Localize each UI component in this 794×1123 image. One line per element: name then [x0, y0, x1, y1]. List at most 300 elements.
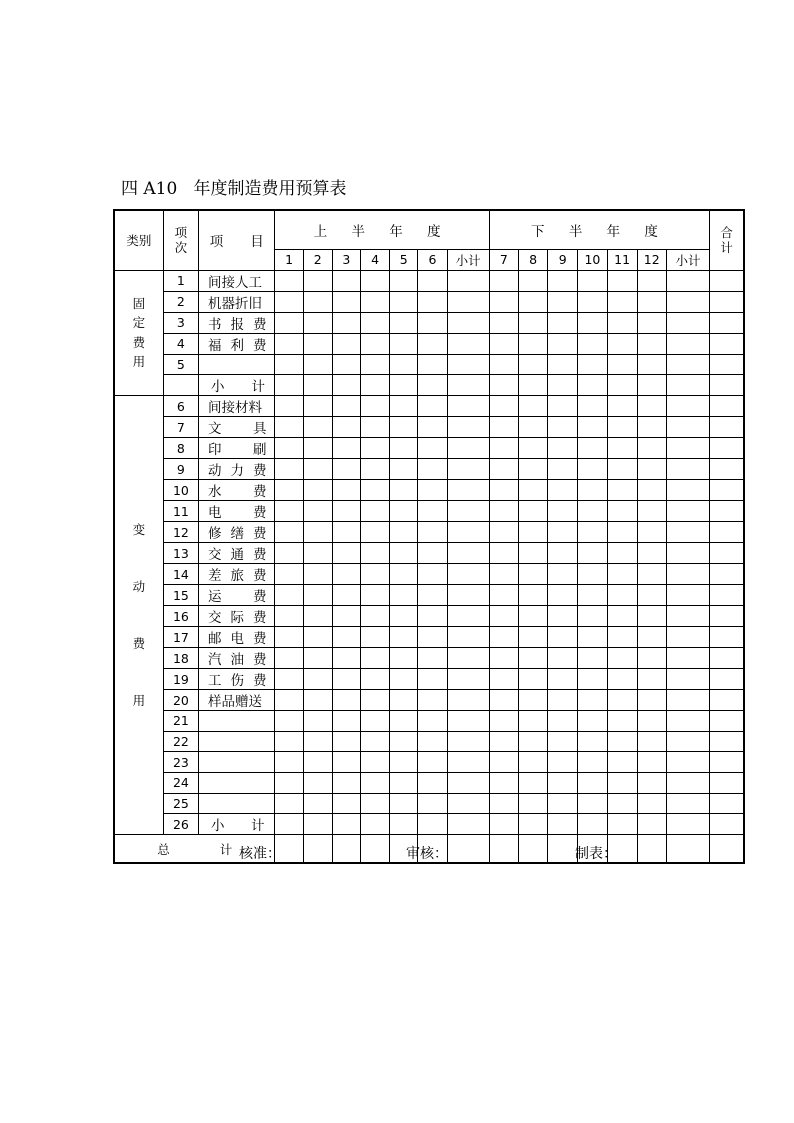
value-cell[interactable]: [666, 585, 709, 606]
value-cell[interactable]: [518, 501, 547, 522]
value-cell[interactable]: [332, 522, 360, 543]
value-cell[interactable]: [637, 648, 666, 669]
value-cell[interactable]: [275, 501, 303, 522]
value-cell[interactable]: [666, 522, 709, 543]
value-cell[interactable]: [418, 375, 447, 396]
value-cell[interactable]: [360, 731, 389, 752]
value-cell[interactable]: [607, 459, 637, 480]
value-cell[interactable]: [710, 690, 744, 711]
value-cell[interactable]: [489, 396, 518, 417]
value-cell[interactable]: [418, 501, 447, 522]
value-cell[interactable]: [332, 270, 360, 291]
value-cell[interactable]: [360, 814, 389, 835]
value-cell[interactable]: [578, 564, 607, 585]
value-cell[interactable]: [390, 375, 418, 396]
value-cell[interactable]: [489, 814, 518, 835]
value-cell[interactable]: [710, 501, 744, 522]
value-cell[interactable]: [710, 814, 744, 835]
value-cell[interactable]: [360, 585, 389, 606]
value-cell[interactable]: [275, 459, 303, 480]
value-cell[interactable]: [303, 648, 332, 669]
value-cell[interactable]: [390, 669, 418, 690]
value-cell[interactable]: [578, 772, 607, 793]
value-cell[interactable]: [332, 333, 360, 354]
value-cell[interactable]: [710, 375, 744, 396]
value-cell[interactable]: [548, 417, 578, 438]
value-cell[interactable]: [489, 793, 518, 814]
value-cell[interactable]: [607, 543, 637, 564]
value-cell[interactable]: [710, 354, 744, 375]
value-cell[interactable]: [518, 459, 547, 480]
value-cell[interactable]: [447, 564, 489, 585]
value-cell[interactable]: [390, 814, 418, 835]
value-cell[interactable]: [332, 291, 360, 312]
value-cell[interactable]: [518, 711, 547, 732]
value-cell[interactable]: [548, 375, 578, 396]
value-cell[interactable]: [548, 396, 578, 417]
value-cell[interactable]: [418, 564, 447, 585]
value-cell[interactable]: [518, 375, 547, 396]
value-cell[interactable]: [578, 438, 607, 459]
value-cell[interactable]: [275, 627, 303, 648]
value-cell[interactable]: [578, 793, 607, 814]
value-cell[interactable]: [666, 354, 709, 375]
value-cell[interactable]: [489, 501, 518, 522]
value-cell[interactable]: [489, 291, 518, 312]
value-cell[interactable]: [578, 501, 607, 522]
value-cell[interactable]: [607, 375, 637, 396]
value-cell[interactable]: [607, 522, 637, 543]
value-cell[interactable]: [447, 627, 489, 648]
value-cell[interactable]: [332, 627, 360, 648]
value-cell[interactable]: [275, 543, 303, 564]
value-cell[interactable]: [489, 417, 518, 438]
value-cell[interactable]: [275, 814, 303, 835]
value-cell[interactable]: [518, 731, 547, 752]
value-cell[interactable]: [303, 731, 332, 752]
value-cell[interactable]: [666, 375, 709, 396]
value-cell[interactable]: [548, 690, 578, 711]
value-cell[interactable]: [447, 270, 489, 291]
value-cell[interactable]: [489, 606, 518, 627]
value-cell[interactable]: [275, 690, 303, 711]
value-cell[interactable]: [489, 375, 518, 396]
value-cell[interactable]: [666, 438, 709, 459]
value-cell[interactable]: [418, 354, 447, 375]
value-cell[interactable]: [607, 627, 637, 648]
value-cell[interactable]: [710, 793, 744, 814]
value-cell[interactable]: [390, 752, 418, 773]
value-cell[interactable]: [303, 814, 332, 835]
value-cell[interactable]: [418, 585, 447, 606]
value-cell[interactable]: [332, 606, 360, 627]
value-cell[interactable]: [578, 711, 607, 732]
value-cell[interactable]: [360, 438, 389, 459]
value-cell[interactable]: [489, 333, 518, 354]
value-cell[interactable]: [666, 648, 709, 669]
value-cell[interactable]: [518, 793, 547, 814]
value-cell[interactable]: [447, 814, 489, 835]
value-cell[interactable]: [275, 648, 303, 669]
value-cell[interactable]: [710, 396, 744, 417]
value-cell[interactable]: [360, 396, 389, 417]
value-cell[interactable]: [548, 354, 578, 375]
value-cell[interactable]: [360, 459, 389, 480]
value-cell[interactable]: [518, 690, 547, 711]
value-cell[interactable]: [578, 312, 607, 333]
value-cell[interactable]: [637, 772, 666, 793]
value-cell[interactable]: [303, 752, 332, 773]
value-cell[interactable]: [518, 752, 547, 773]
value-cell[interactable]: [489, 627, 518, 648]
value-cell[interactable]: [332, 438, 360, 459]
value-cell[interactable]: [666, 501, 709, 522]
value-cell[interactable]: [637, 438, 666, 459]
value-cell[interactable]: [666, 291, 709, 312]
value-cell[interactable]: [607, 480, 637, 501]
value-cell[interactable]: [332, 648, 360, 669]
value-cell[interactable]: [489, 648, 518, 669]
value-cell[interactable]: [637, 606, 666, 627]
value-cell[interactable]: [390, 480, 418, 501]
value-cell[interactable]: [578, 606, 607, 627]
value-cell[interactable]: [548, 669, 578, 690]
value-cell[interactable]: [607, 312, 637, 333]
value-cell[interactable]: [710, 731, 744, 752]
value-cell[interactable]: [447, 606, 489, 627]
value-cell[interactable]: [666, 711, 709, 732]
value-cell[interactable]: [518, 627, 547, 648]
value-cell[interactable]: [332, 793, 360, 814]
value-cell[interactable]: [637, 354, 666, 375]
value-cell[interactable]: [360, 627, 389, 648]
value-cell[interactable]: [360, 354, 389, 375]
value-cell[interactable]: [578, 417, 607, 438]
value-cell[interactable]: [418, 669, 447, 690]
value-cell[interactable]: [390, 354, 418, 375]
value-cell[interactable]: [390, 564, 418, 585]
value-cell[interactable]: [390, 585, 418, 606]
value-cell[interactable]: [418, 333, 447, 354]
value-cell[interactable]: [666, 333, 709, 354]
value-cell[interactable]: [332, 585, 360, 606]
value-cell[interactable]: [303, 312, 332, 333]
value-cell[interactable]: [637, 564, 666, 585]
value-cell[interactable]: [489, 690, 518, 711]
value-cell[interactable]: [390, 333, 418, 354]
value-cell[interactable]: [637, 585, 666, 606]
total-value-cell[interactable]: [303, 835, 332, 864]
value-cell[interactable]: [275, 564, 303, 585]
value-cell[interactable]: [637, 417, 666, 438]
value-cell[interactable]: [666, 396, 709, 417]
value-cell[interactable]: [518, 648, 547, 669]
value-cell[interactable]: [548, 648, 578, 669]
value-cell[interactable]: [637, 375, 666, 396]
value-cell[interactable]: [390, 438, 418, 459]
value-cell[interactable]: [607, 648, 637, 669]
value-cell[interactable]: [607, 354, 637, 375]
value-cell[interactable]: [360, 690, 389, 711]
value-cell[interactable]: [666, 793, 709, 814]
value-cell[interactable]: [275, 793, 303, 814]
value-cell[interactable]: [303, 772, 332, 793]
value-cell[interactable]: [489, 270, 518, 291]
value-cell[interactable]: [710, 438, 744, 459]
value-cell[interactable]: [447, 354, 489, 375]
value-cell[interactable]: [607, 417, 637, 438]
value-cell[interactable]: [418, 606, 447, 627]
value-cell[interactable]: [637, 312, 666, 333]
value-cell[interactable]: [303, 270, 332, 291]
value-cell[interactable]: [489, 438, 518, 459]
value-cell[interactable]: [332, 312, 360, 333]
value-cell[interactable]: [666, 772, 709, 793]
value-cell[interactable]: [447, 522, 489, 543]
value-cell[interactable]: [548, 793, 578, 814]
value-cell[interactable]: [710, 711, 744, 732]
value-cell[interactable]: [275, 480, 303, 501]
value-cell[interactable]: [303, 793, 332, 814]
value-cell[interactable]: [578, 814, 607, 835]
value-cell[interactable]: [548, 543, 578, 564]
total-value-cell[interactable]: [518, 835, 547, 864]
value-cell[interactable]: [548, 270, 578, 291]
value-cell[interactable]: [548, 731, 578, 752]
value-cell[interactable]: [666, 669, 709, 690]
value-cell[interactable]: [607, 793, 637, 814]
value-cell[interactable]: [548, 814, 578, 835]
value-cell[interactable]: [710, 522, 744, 543]
total-value-cell[interactable]: [447, 835, 489, 864]
value-cell[interactable]: [578, 585, 607, 606]
value-cell[interactable]: [447, 585, 489, 606]
value-cell[interactable]: [489, 564, 518, 585]
value-cell[interactable]: [418, 752, 447, 773]
value-cell[interactable]: [578, 333, 607, 354]
value-cell[interactable]: [303, 543, 332, 564]
value-cell[interactable]: [360, 711, 389, 732]
value-cell[interactable]: [607, 438, 637, 459]
value-cell[interactable]: [303, 564, 332, 585]
value-cell[interactable]: [548, 291, 578, 312]
value-cell[interactable]: [489, 480, 518, 501]
value-cell[interactable]: [607, 270, 637, 291]
value-cell[interactable]: [710, 648, 744, 669]
value-cell[interactable]: [518, 333, 547, 354]
value-cell[interactable]: [447, 711, 489, 732]
value-cell[interactable]: [666, 627, 709, 648]
value-cell[interactable]: [275, 291, 303, 312]
value-cell[interactable]: [447, 690, 489, 711]
value-cell[interactable]: [447, 731, 489, 752]
value-cell[interactable]: [489, 585, 518, 606]
value-cell[interactable]: [637, 396, 666, 417]
value-cell[interactable]: [418, 396, 447, 417]
value-cell[interactable]: [360, 375, 389, 396]
value-cell[interactable]: [303, 669, 332, 690]
value-cell[interactable]: [390, 291, 418, 312]
value-cell[interactable]: [390, 312, 418, 333]
value-cell[interactable]: [518, 522, 547, 543]
value-cell[interactable]: [637, 543, 666, 564]
value-cell[interactable]: [447, 459, 489, 480]
value-cell[interactable]: [548, 501, 578, 522]
value-cell[interactable]: [275, 270, 303, 291]
total-value-cell[interactable]: [666, 835, 709, 864]
value-cell[interactable]: [518, 291, 547, 312]
value-cell[interactable]: [447, 648, 489, 669]
value-cell[interactable]: [390, 606, 418, 627]
value-cell[interactable]: [637, 711, 666, 732]
value-cell[interactable]: [360, 543, 389, 564]
value-cell[interactable]: [303, 522, 332, 543]
value-cell[interactable]: [666, 543, 709, 564]
value-cell[interactable]: [578, 396, 607, 417]
value-cell[interactable]: [518, 564, 547, 585]
value-cell[interactable]: [360, 793, 389, 814]
value-cell[interactable]: [489, 752, 518, 773]
value-cell[interactable]: [548, 772, 578, 793]
value-cell[interactable]: [360, 669, 389, 690]
value-cell[interactable]: [418, 814, 447, 835]
value-cell[interactable]: [518, 417, 547, 438]
value-cell[interactable]: [303, 585, 332, 606]
value-cell[interactable]: [637, 480, 666, 501]
value-cell[interactable]: [418, 648, 447, 669]
value-cell[interactable]: [518, 270, 547, 291]
value-cell[interactable]: [275, 711, 303, 732]
value-cell[interactable]: [332, 772, 360, 793]
value-cell[interactable]: [303, 354, 332, 375]
value-cell[interactable]: [637, 522, 666, 543]
value-cell[interactable]: [447, 333, 489, 354]
value-cell[interactable]: [518, 606, 547, 627]
value-cell[interactable]: [666, 690, 709, 711]
value-cell[interactable]: [518, 669, 547, 690]
value-cell[interactable]: [548, 752, 578, 773]
value-cell[interactable]: [710, 333, 744, 354]
value-cell[interactable]: [489, 354, 518, 375]
value-cell[interactable]: [418, 711, 447, 732]
value-cell[interactable]: [390, 459, 418, 480]
value-cell[interactable]: [637, 752, 666, 773]
value-cell[interactable]: [578, 375, 607, 396]
value-cell[interactable]: [275, 354, 303, 375]
value-cell[interactable]: [418, 627, 447, 648]
value-cell[interactable]: [518, 312, 547, 333]
value-cell[interactable]: [637, 731, 666, 752]
value-cell[interactable]: [710, 417, 744, 438]
value-cell[interactable]: [418, 270, 447, 291]
value-cell[interactable]: [637, 690, 666, 711]
value-cell[interactable]: [303, 606, 332, 627]
total-value-cell[interactable]: [710, 835, 744, 864]
value-cell[interactable]: [390, 772, 418, 793]
value-cell[interactable]: [518, 354, 547, 375]
value-cell[interactable]: [489, 772, 518, 793]
value-cell[interactable]: [303, 627, 332, 648]
value-cell[interactable]: [607, 690, 637, 711]
value-cell[interactable]: [275, 772, 303, 793]
value-cell[interactable]: [332, 396, 360, 417]
value-cell[interactable]: [548, 480, 578, 501]
value-cell[interactable]: [518, 814, 547, 835]
value-cell[interactable]: [578, 270, 607, 291]
value-cell[interactable]: [360, 606, 389, 627]
value-cell[interactable]: [666, 752, 709, 773]
value-cell[interactable]: [666, 312, 709, 333]
value-cell[interactable]: [275, 417, 303, 438]
value-cell[interactable]: [489, 711, 518, 732]
value-cell[interactable]: [710, 312, 744, 333]
value-cell[interactable]: [578, 354, 607, 375]
value-cell[interactable]: [360, 333, 389, 354]
value-cell[interactable]: [418, 291, 447, 312]
value-cell[interactable]: [332, 711, 360, 732]
total-value-cell[interactable]: [637, 835, 666, 864]
value-cell[interactable]: [303, 438, 332, 459]
value-cell[interactable]: [360, 312, 389, 333]
value-cell[interactable]: [275, 396, 303, 417]
value-cell[interactable]: [666, 270, 709, 291]
value-cell[interactable]: [637, 814, 666, 835]
value-cell[interactable]: [518, 772, 547, 793]
value-cell[interactable]: [332, 417, 360, 438]
value-cell[interactable]: [489, 543, 518, 564]
value-cell[interactable]: [275, 333, 303, 354]
value-cell[interactable]: [548, 606, 578, 627]
value-cell[interactable]: [578, 752, 607, 773]
value-cell[interactable]: [578, 522, 607, 543]
value-cell[interactable]: [418, 480, 447, 501]
value-cell[interactable]: [390, 793, 418, 814]
value-cell[interactable]: [710, 564, 744, 585]
value-cell[interactable]: [710, 772, 744, 793]
value-cell[interactable]: [418, 438, 447, 459]
total-value-cell[interactable]: [332, 835, 360, 864]
value-cell[interactable]: [390, 690, 418, 711]
total-value-cell[interactable]: [360, 835, 389, 864]
value-cell[interactable]: [637, 270, 666, 291]
value-cell[interactable]: [607, 669, 637, 690]
value-cell[interactable]: [418, 731, 447, 752]
value-cell[interactable]: [548, 627, 578, 648]
value-cell[interactable]: [303, 459, 332, 480]
value-cell[interactable]: [607, 772, 637, 793]
value-cell[interactable]: [418, 459, 447, 480]
value-cell[interactable]: [637, 291, 666, 312]
value-cell[interactable]: [390, 396, 418, 417]
value-cell[interactable]: [578, 291, 607, 312]
value-cell[interactable]: [489, 459, 518, 480]
value-cell[interactable]: [332, 459, 360, 480]
value-cell[interactable]: [637, 459, 666, 480]
value-cell[interactable]: [303, 291, 332, 312]
value-cell[interactable]: [360, 480, 389, 501]
value-cell[interactable]: [489, 522, 518, 543]
value-cell[interactable]: [637, 627, 666, 648]
value-cell[interactable]: [578, 648, 607, 669]
value-cell[interactable]: [548, 312, 578, 333]
value-cell[interactable]: [390, 543, 418, 564]
value-cell[interactable]: [548, 711, 578, 732]
value-cell[interactable]: [390, 522, 418, 543]
value-cell[interactable]: [390, 270, 418, 291]
value-cell[interactable]: [332, 501, 360, 522]
value-cell[interactable]: [275, 731, 303, 752]
value-cell[interactable]: [447, 480, 489, 501]
